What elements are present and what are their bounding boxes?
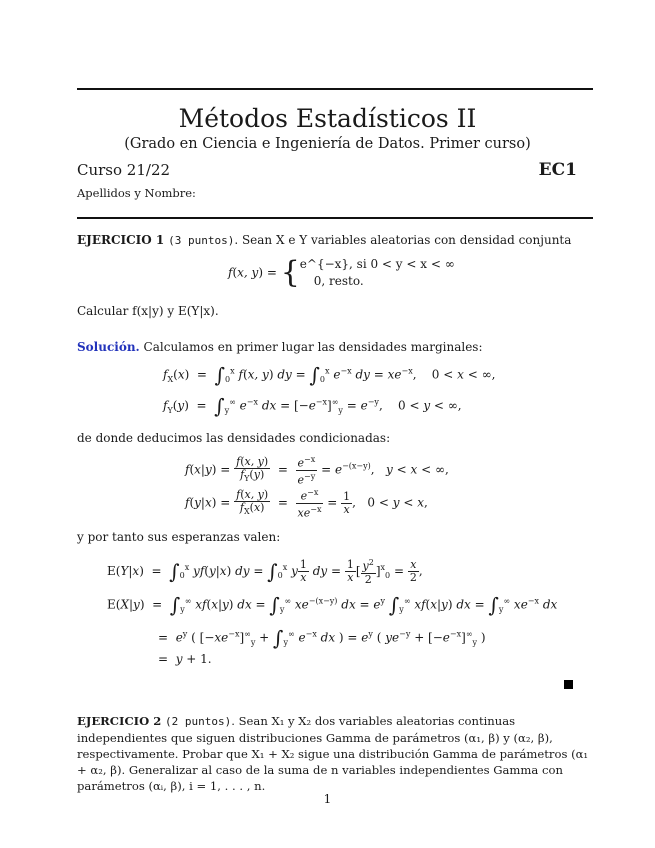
- expectation-step-3: = y + 1.: [158, 652, 212, 666]
- exercise1-points: (3 puntos): [168, 234, 235, 247]
- exercise2-label: EJERCICIO 2: [77, 714, 162, 728]
- density-case-1: e^{−x}, si 0 < y < x < ∞: [299, 257, 455, 271]
- expectation-y-given-x: $E(Y|x) = \int_0^x$ yf(y|x) dy = $\int_0^x$ y $\frac{1}{x}$ dy = $\frac{1}{x}$ [ $\frac{y^2}{2}$ ]$^x_0$ = $\frac{x}{2}$ ,: [107, 557, 423, 586]
- expectation-x-given-y: $E(X|y) = \int_y^\infty$ xf(x|y) dx = $\int_y^\infty$ $xe^{-(x-y)}$ dx = $e^y$ $\int_y^\infty$ xf(x|y) dx = $\int_y^\infty$ $xe^{-x}$ dx: [107, 593, 558, 617]
- page-title: Métodos Estadísticos II: [178, 104, 477, 133]
- top-rule: [77, 88, 593, 90]
- expectation-step-2: = $e^y$ ( $[-xe^{-x}]^\infty_y + \int_y^\infty$ $e^{-x}$ dx ) = $e^y$ ( $ye^{-y} + [-e^{-x}]^\infty_y$ ): [158, 626, 486, 650]
- exercise2-text: . Sean X₁ y X₂ dos variables aleatorias continuas independientes que siguen distribuciones Gamma de parámetros (α₁, β) y (α₂, β), respectivamente. Probar que X₁ + X₂ sigue una distribución Gamma de parámetros (α₁ + α₂, β). Generalizar al caso de la suma de n variables independientes Gamma con parámetros (αᵢ, β), i = 1, . . . , n.: [77, 714, 589, 793]
- qed-square: [564, 680, 573, 689]
- joint-density-equation: f(x, y) = { e^{−x}, si 0 < y < x < ∞ 0, resto.: [228, 255, 455, 290]
- page-number: 1: [323, 792, 332, 806]
- solution-label: Solución.: [77, 340, 140, 354]
- exercise1-label: EJERCICIO 1: [77, 233, 165, 247]
- solution-intro-text: Calculamos en primer lugar las densidades marginales:: [139, 340, 483, 354]
- conditional-intro: de donde deducimos las densidades condicionadas:: [77, 431, 391, 445]
- expectation-intro: y por tanto sus esperanzas valen:: [77, 530, 281, 544]
- solution-intro: [77, 339, 483, 355]
- header-rule: [77, 217, 593, 219]
- marginal-fx-equation: $f_X(x) = \int_0^x$ f(x, y) dy = $\int_0^x$ $e^{-x}$ dy = $xe^{-x}$, 0 < x < ∞,: [163, 363, 496, 387]
- marginal-fy-equation: $f_Y(y) = \int_y^\infty$ $e^{-x}$ dx = $[-e^{-x}]^\infty_y = e^{-y}$, 0 < y < ∞,: [163, 394, 462, 418]
- exercise2-points: (2 puntos): [165, 715, 232, 728]
- density-case-2: 0, resto.: [313, 274, 364, 288]
- page-subtitle: (Grado en Ciencia e Ingeniería de Datos. Primer curso): [124, 136, 531, 152]
- conditional-fxy-equation: f(x|y) = $\frac{f(x, y)}{f_Y(y)}$ = $\frac{e^{-x}}{e^{-y}}$ = $e^{-(x-y)}$, y < x < ∞,: [185, 454, 449, 487]
- exercise1-question: Calcular f(x|y) y E(Y|x).: [77, 304, 219, 318]
- name-label: Apellidos y Nombre:: [77, 186, 196, 200]
- conditional-fyx-equation: f(y|x) = $\frac{f(x, y)}{f_X(x)}$ = $\frac{e^{-x}}{xe^{-x}}$ = $\frac{1}{x}$ , 0 < y < x,: [185, 487, 428, 520]
- exercise1-statement: [77, 232, 571, 249]
- exercise2-statement: [77, 713, 593, 794]
- exam-code: EC1: [538, 160, 577, 180]
- exercise1-text: . Sean X e Y variables aleatorias con densidad conjunta: [234, 233, 572, 247]
- course-label: Curso 21/22: [77, 161, 171, 179]
